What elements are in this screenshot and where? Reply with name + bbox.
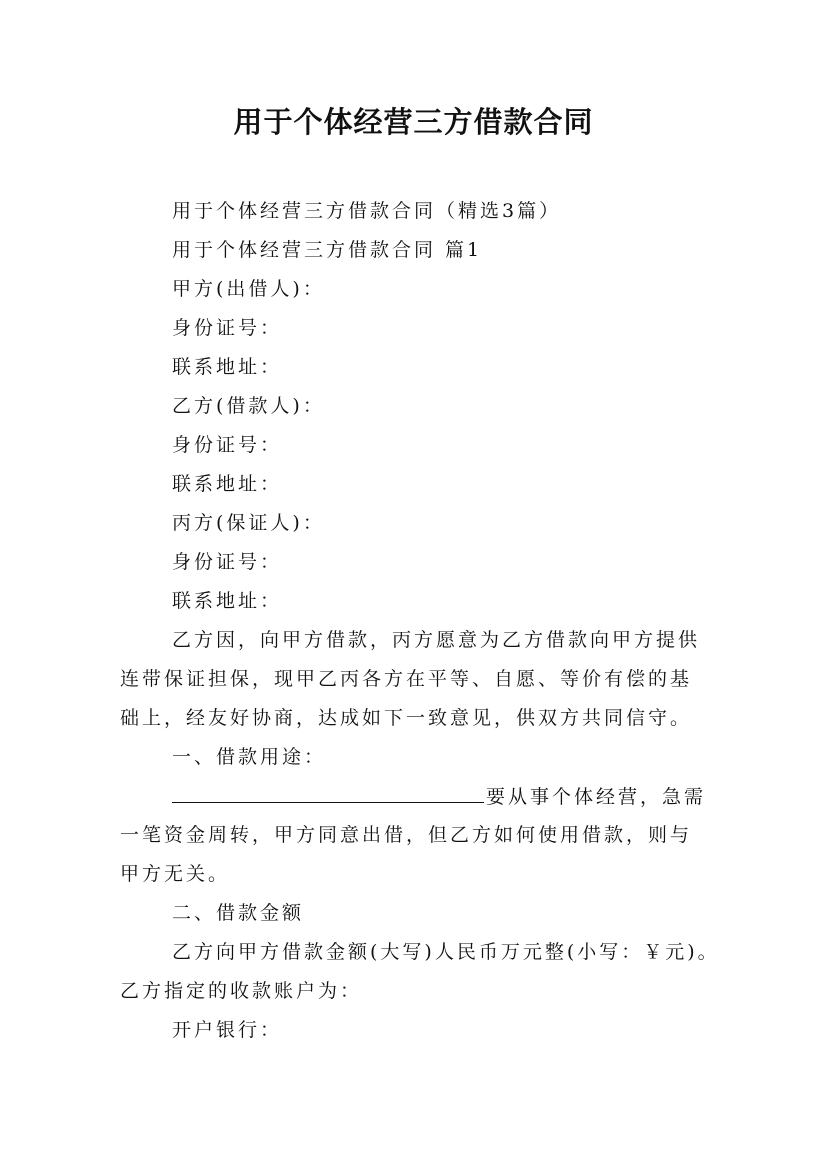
- party-c-address-label: 联系地址：: [172, 590, 283, 612]
- party-c-label: 丙方(保证人)：: [172, 512, 325, 534]
- party-b-address-label: 联系地址：: [172, 473, 283, 495]
- amount-line-2: 乙方指定的收款账户为：: [120, 980, 363, 1002]
- party-a-address-label: 联系地址：: [172, 356, 283, 378]
- document-title: 用于个体经营三方借款合同: [233, 105, 594, 139]
- purpose-text: 要从事个体经营，急需: [486, 786, 707, 808]
- preamble-line-3: 础上，经友好协商，达成如下一致意见，供双方共同信守。: [120, 707, 693, 729]
- party-b-id-label: 身份证号：: [172, 434, 283, 456]
- amount-line-1: 乙方向甲方借款金额(大写)人民币万元整(小写：￥元)。: [172, 941, 720, 963]
- section-loan-purpose: 一、借款用途：: [172, 746, 327, 768]
- party-a-label: 甲方(出借人)：: [172, 278, 325, 300]
- section-loan-amount: 二、借款金额: [172, 902, 305, 924]
- party-c-id-label: 身份证号：: [172, 551, 283, 573]
- preamble-line-1: 乙方因，向甲方借款，丙方愿意为乙方借款向甲方提供: [172, 629, 701, 651]
- purpose-line-1: [172, 784, 706, 809]
- party-b-label: 乙方(借款人)：: [172, 395, 325, 417]
- bank-label: 开户银行：: [172, 1019, 283, 1041]
- purpose-line-2: 一笔资金周转，甲方同意出借，但乙方如何使用借款，则与: [120, 824, 693, 846]
- purpose-blank-field: [172, 784, 484, 803]
- section-heading-part1: 用于个体经营三方借款合同 篇1: [172, 239, 483, 261]
- party-a-id-label: 身份证号：: [172, 317, 283, 339]
- contract-subtitle: 用于个体经营三方借款合同（精选3篇）: [172, 200, 562, 222]
- purpose-line-3: 甲方无关。: [120, 863, 231, 885]
- preamble-line-2: 连带保证担保，现甲乙丙各方在平等、自愿、等价有偿的基: [120, 668, 693, 690]
